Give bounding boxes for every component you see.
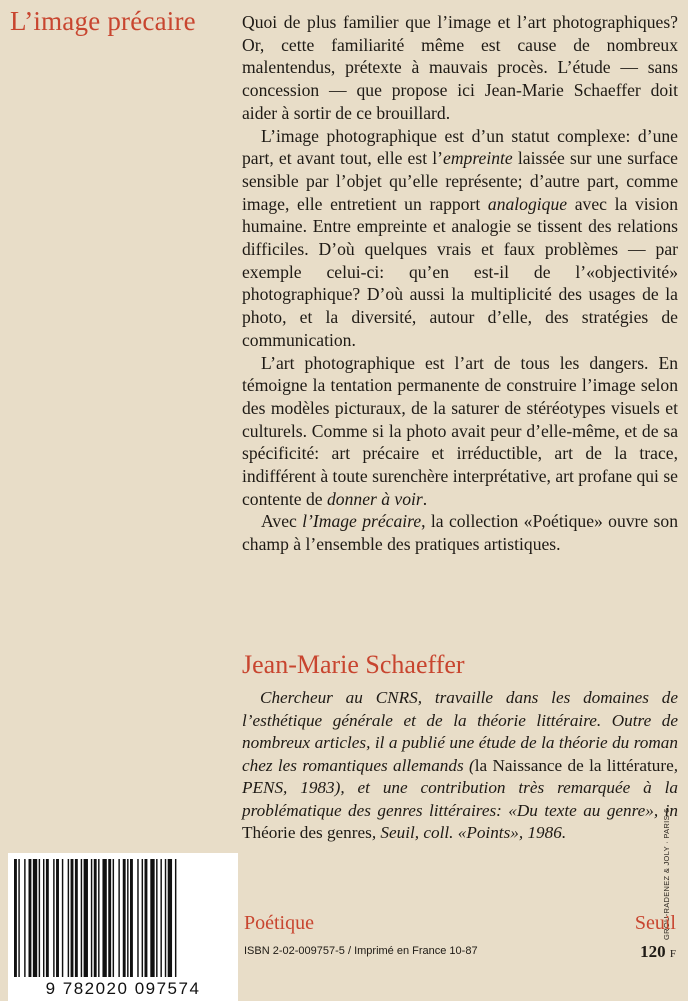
barcode-bar	[71, 859, 74, 977]
text-run: , Seuil, coll. «Points», 1986.	[371, 823, 567, 842]
barcode-bar	[43, 859, 44, 977]
barcode-bar	[29, 859, 32, 977]
barcode-bar	[137, 859, 138, 977]
price	[640, 942, 676, 962]
description-paragraph-4	[242, 510, 678, 555]
barcode-bar	[14, 859, 17, 977]
author-name: Jean-Marie Schaeffer	[242, 650, 465, 679]
description-paragraph-2	[242, 125, 678, 352]
text-run: laissée sur une surface sensible par l’objet qu’elle représente; d’autre part, comme image, elle entretient un rapport	[242, 148, 678, 214]
isbn-line: ISBN 2-02-009757-5 / Imprimé en France 10-87	[244, 945, 478, 957]
barcode-bar	[81, 859, 82, 977]
barcode-bar	[165, 859, 166, 977]
barcode-bar	[94, 859, 97, 977]
barcode-bar	[145, 859, 148, 977]
description-paragraph-1: Quoi de plus familier que l’image et l’art photographiques? Or, cette familiarité même est cause de nombreux malentendus, prétexte à mauvais procès. L’étude — sans concession — que propose ici Jean-Marie Schaeffer doit aider à sortir de ce brouillard.	[242, 12, 678, 123]
text-run: Chercheur au CNRS, travaille dans les domaines de l’esthétique générale et de la théorie littéraire. Outre de nombreux articles, il a publié une étude de la théorie du roman chez les romantiques allemands (	[242, 688, 678, 775]
barcode-bar	[123, 859, 126, 977]
text-run: L’image photographique est d’un statut complexe: d’une part, et avant tout, elle est l’	[242, 125, 678, 169]
barcode-bar	[84, 859, 88, 977]
barcode-bar	[39, 859, 40, 977]
text-run: Théorie des genres	[242, 823, 372, 842]
barcode-bar	[18, 859, 19, 977]
barcode-bar	[142, 859, 143, 977]
barcode-bar	[130, 859, 133, 977]
barcode-bar	[127, 859, 128, 977]
printer-imprint: GROU-RADENEZ & JOLY · PARIS 6	[662, 808, 671, 940]
barcode-bar	[33, 859, 37, 977]
barcode-bar	[113, 859, 114, 977]
back-cover-description	[242, 11, 678, 556]
text-run: Avec	[261, 511, 303, 532]
text-run: L’art photographique est l’art de tous les dangers. En témoigne la tentation permanente de construire l’image selon des modèles picturaux, de la saturer de stéréotypes visuels et culturels. Comme si la photo avait peur d’elle-même, et de sa spécificité: art précaire et irréductible, art de la trace, indifférent à toute surenchère interprétative, art profane qui se contente de	[242, 352, 678, 509]
barcode-bar	[91, 859, 92, 977]
barcode-bar	[150, 859, 154, 977]
text-run: avec la vision humaine. Entre empreinte et analogie se tissent des relations difficiles. D’où quelques vrais et faux problèmes — par exemple celui-ci: qu’en est-il de l’«objectivité» photographique? D’où aussi la multiplicité des usages de la photo, et la diversité, autour d’elle, des stratégies de communication.	[242, 193, 678, 350]
price-value: 120	[640, 942, 666, 961]
series-name: Poétique	[244, 912, 314, 934]
barcode-bar	[156, 859, 157, 977]
barcode-bar	[108, 859, 111, 977]
emphasis: l’Image précaire	[302, 511, 422, 532]
barcode-bar	[98, 859, 99, 977]
publisher-name: Seuil	[634, 912, 676, 934]
barcode-bar	[62, 859, 63, 977]
barcode-bar	[68, 859, 69, 977]
emphasis: analogique	[487, 193, 568, 214]
barcode-bar	[46, 859, 49, 977]
barcode-bar	[56, 859, 59, 977]
book-title: L’image précaire	[10, 6, 196, 36]
text-run: la Naissance de la littérature	[474, 755, 674, 775]
barcode-bar	[102, 859, 106, 977]
barcode-bar	[53, 859, 54, 977]
text-run: .	[422, 488, 428, 509]
barcode-digits: 9 782020 097574	[45, 979, 201, 998]
barcode-bars	[12, 859, 234, 977]
emphasis: donner à voir	[327, 488, 423, 509]
description-paragraph-3	[242, 352, 678, 511]
barcode-bar	[24, 859, 25, 977]
emphasis: empreinte	[443, 148, 513, 169]
price-currency: F	[669, 948, 676, 960]
barcode-bar	[118, 859, 119, 977]
barcode-bar	[175, 859, 176, 977]
text-run: , PENS, 1983), et une contribution très remarquée à la problématique des genres littéraires: «Du texte au genre», in	[242, 755, 678, 820]
barcode	[8, 853, 238, 1001]
barcode-bar	[75, 859, 78, 977]
text-run: , la collection «Poétique» ouvre son champ à l’ensemble des pratiques artistiques.	[242, 511, 679, 555]
barcode-bar	[168, 859, 172, 977]
barcode-bar	[160, 859, 161, 977]
author-bio	[242, 687, 678, 845]
